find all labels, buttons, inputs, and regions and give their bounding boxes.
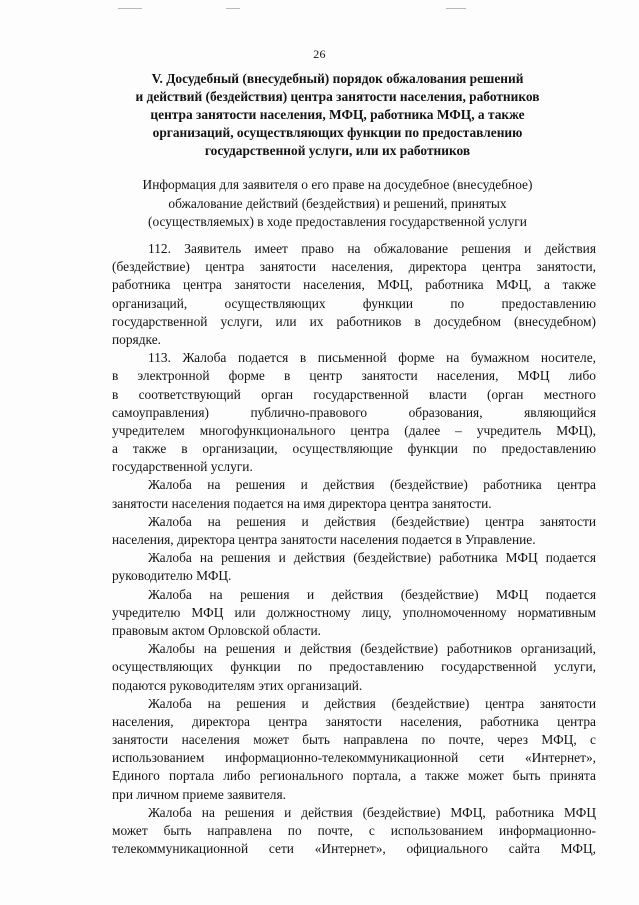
text-line: Жалоба на решения и действия (бездействие) МФЦ, работника МФЦ [148,804,596,820]
heading-line: и действий (бездействия) центра занятости населения, работников [135,89,540,104]
subheading-line: (осуществляемых) в ходе предоставления государственной услуги [148,214,527,229]
text-line: государственной услуги, или их работников в досудебном (внесудебном) [112,313,596,329]
paragraph [112,513,596,549]
text-line: правовым актом Орловской области. [112,622,321,638]
heading-line: организаций, осуществляющих функции по предоставлению [152,125,523,140]
text-line: (бездействие) центра занятости населения, директора центра занятости, [112,259,596,275]
text-line: осуществляющих функции по предоставлению государственной услуги, [112,659,596,675]
paragraph [112,586,596,641]
text-line: организаций, осуществляющих функции по предоставлению [112,295,596,311]
subheading [110,176,565,232]
text-line: 113. Жалоба подается в письменной форме на бумажном носителе, [148,350,596,366]
text-line: Жалоба на решения и действия (бездействие) центра занятости [148,695,596,711]
text-line: 112. Заявитель имеет право на обжалование решения и действия [148,241,596,256]
text-line: Единого портала либо регионального портала, а также может быть принята [112,768,596,784]
text-line: самоуправления) публично-правового образования, являющийся [112,404,596,420]
text-line: руководителю МФЦ. [112,568,232,584]
body-text [112,240,596,858]
paragraph [112,804,596,859]
scan-mark [226,8,240,9]
text-line: в соответствующий орган государственной власти (орган местного [112,386,596,402]
text-line: в электронной форме в центр занятости населения, МФЦ либо [112,368,596,384]
text-line: населения, директора центра занятости населения, работника центра [112,713,596,729]
text-line: учредителем многофункционального центра (далее – учредитель МФЦ), [112,422,596,438]
text-line: Жалоба на решения и действия (бездействие) работника МФЦ подается [148,550,596,566]
paragraph [112,476,596,512]
text-line: может быть направлена по почте, с использованием информационно- [112,823,596,838]
section-heading [110,70,565,160]
paragraph-113 [112,349,596,476]
text-line: населения, директора центра занятости населения подается в Управление. [112,532,536,547]
text-line: Жалоба на решения и действия (бездействие) МФЦ подается [148,586,596,602]
heading-line: центра занятости населения, МФЦ, работника МФЦ, а также [150,107,525,122]
text-line: телекоммуникационной сети «Интернет», официального сайта МФЦ, [112,841,596,857]
text-line: порядке. [112,331,161,347]
page-number: 26 [313,47,326,61]
text-line: занятости населения может быть направлена по почте, через МФЦ, с [112,732,596,748]
paragraph-112 [112,240,596,349]
text-line: государственной услуги. [112,459,253,475]
text-line: а также в организации, осуществляющие функции по предоставлению [112,441,596,457]
paragraph [112,695,596,804]
paragraph [112,640,596,695]
heading-line: государственной услуги, или их работников [204,143,471,158]
text-line: работника центра занятости населения, МФЦ, работника МФЦ, а также [112,277,596,293]
text-line: при личном приеме заявителя. [112,786,286,802]
text-line: подаются руководителям этих организаций. [112,677,363,693]
text-line: Жалоба на решения и действия (бездействие) центра занятости [148,513,596,529]
scan-mark [446,8,466,9]
text-line: учредителю МФЦ или должностному лицу, уполномоченному нормативным [112,604,596,620]
text-line: Жалоба на решения и действия (бездействие) работника центра [148,477,596,493]
scan-mark [118,8,142,9]
heading-line: V. Досудебный (внесудебный) порядок обжалования решений [151,71,524,86]
text-line: использованием информационно-телекоммуникационной сети «Интернет», [112,750,596,766]
text-line: Жалобы на решения и действия (бездействие) работников организаций, [148,641,596,657]
text-line: занятости населения подается на имя директора центра занятости. [112,495,492,511]
paragraph [112,549,596,585]
subheading-line: Информация для заявителя о его праве на досудебное (внесудебное) [142,177,533,192]
subheading-line: обжалование действий (бездействия) и решений, принятых [168,195,507,211]
